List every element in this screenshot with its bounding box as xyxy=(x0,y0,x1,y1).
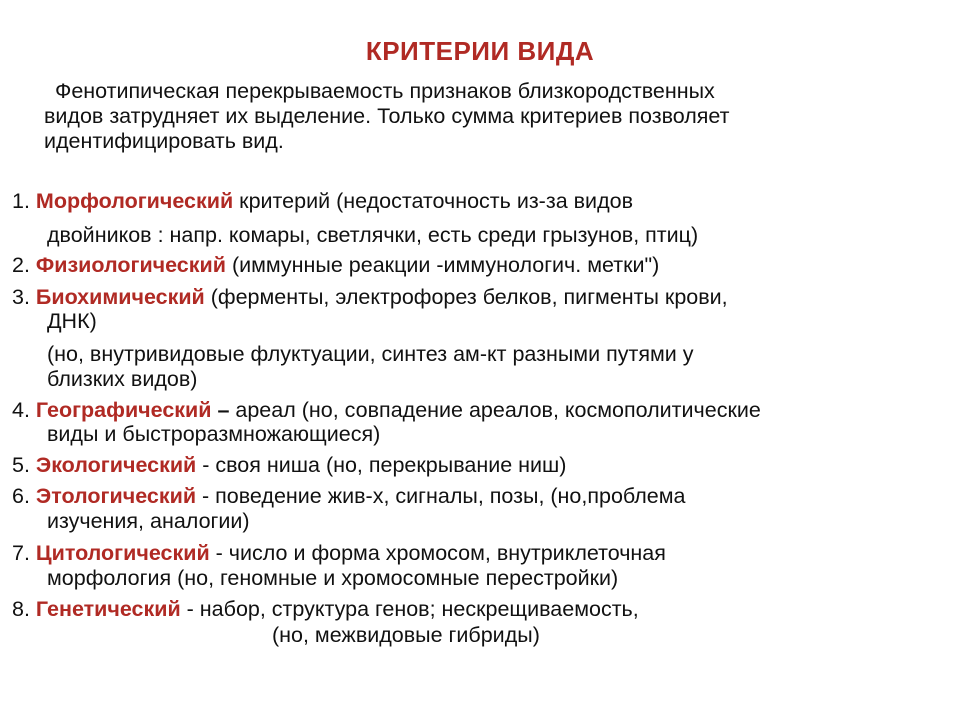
criterion-description: (иммунные реакции -иммунологич. метки") xyxy=(225,253,660,277)
criterion-number: 7. xyxy=(12,541,36,565)
criterion-term: Генетический xyxy=(35,597,181,621)
criterion-number: 2. xyxy=(12,253,36,277)
criterion-item-geographical xyxy=(12,398,761,423)
criterion-continuation: (но, межвидовые гибриды) xyxy=(272,623,540,647)
criterion-description: - набор, структура генов; нескрещиваемость, xyxy=(180,597,639,621)
criterion-item-physiological xyxy=(12,253,659,278)
criterion-description: критерий (недостаточность из-за видов xyxy=(233,189,633,213)
criterion-description: ареал (но, совпадение ареалов, космополитические xyxy=(229,398,761,422)
criterion-continuation: двойников : напр. комары, светлячки, есть среди грызунов, птиц) xyxy=(47,223,699,247)
criterion-number: 1. xyxy=(12,189,36,213)
criterion-item-genetic xyxy=(12,597,639,622)
criterion-description: - поведение жив-х, сигналы, позы, (но,проблема xyxy=(196,484,686,508)
criterion-term: Этологический xyxy=(35,484,197,508)
criterion-continuation: (но, внутривидовые флуктуации, синтез ам-кт разными путями у xyxy=(47,342,694,366)
criterion-item-morphological xyxy=(12,189,633,214)
criterion-term: Цитологический xyxy=(35,541,210,565)
criterion-number: 8. xyxy=(12,597,36,621)
intro-line: идентифицировать вид. xyxy=(44,129,284,153)
criterion-term: Биохимический xyxy=(35,285,205,309)
criterion-continuation: ДНК) xyxy=(47,309,97,333)
criterion-item-cytological xyxy=(12,541,666,566)
criterion-term: Экологический xyxy=(35,453,197,477)
intro-paragraph xyxy=(44,79,924,154)
criterion-description: - своя ниша (но, перекрывание ниш) xyxy=(196,453,567,477)
criterion-item-ecological xyxy=(12,453,566,478)
criterion-term: Физиологический xyxy=(35,253,226,277)
criterion-continuation: морфология (но, геномные и хромосомные перестройки) xyxy=(47,566,619,590)
criterion-description: (ферменты, электрофорез белков, пигменты крови, xyxy=(204,285,728,309)
criterion-number: 6. xyxy=(12,484,36,508)
criterion-dash: – xyxy=(211,398,230,422)
intro-line: Фенотипическая перекрываемость признаков близкородственных xyxy=(55,79,715,103)
criterion-number: 3. xyxy=(12,285,36,309)
criterion-continuation: близких видов) xyxy=(47,367,198,391)
criterion-continuation: виды и быстроразмножающиеся) xyxy=(47,422,381,446)
criterion-number: 4. xyxy=(12,398,36,422)
criterion-term: Морфологический xyxy=(35,189,234,213)
criterion-term: Географический xyxy=(35,398,212,422)
criterion-item-ethological xyxy=(12,484,686,509)
criterion-number: 5. xyxy=(12,453,36,477)
criterion-continuation: изучения, аналогии) xyxy=(47,509,250,533)
criterion-description: - число и форма хромосом, внутриклеточная xyxy=(209,541,666,565)
intro-line: видов затрудняет их выделение. Только сумма критериев позволяет xyxy=(44,104,730,128)
criterion-item-biochemical xyxy=(12,285,728,310)
slide-title: КРИТЕРИИ ВИДА xyxy=(365,36,595,66)
